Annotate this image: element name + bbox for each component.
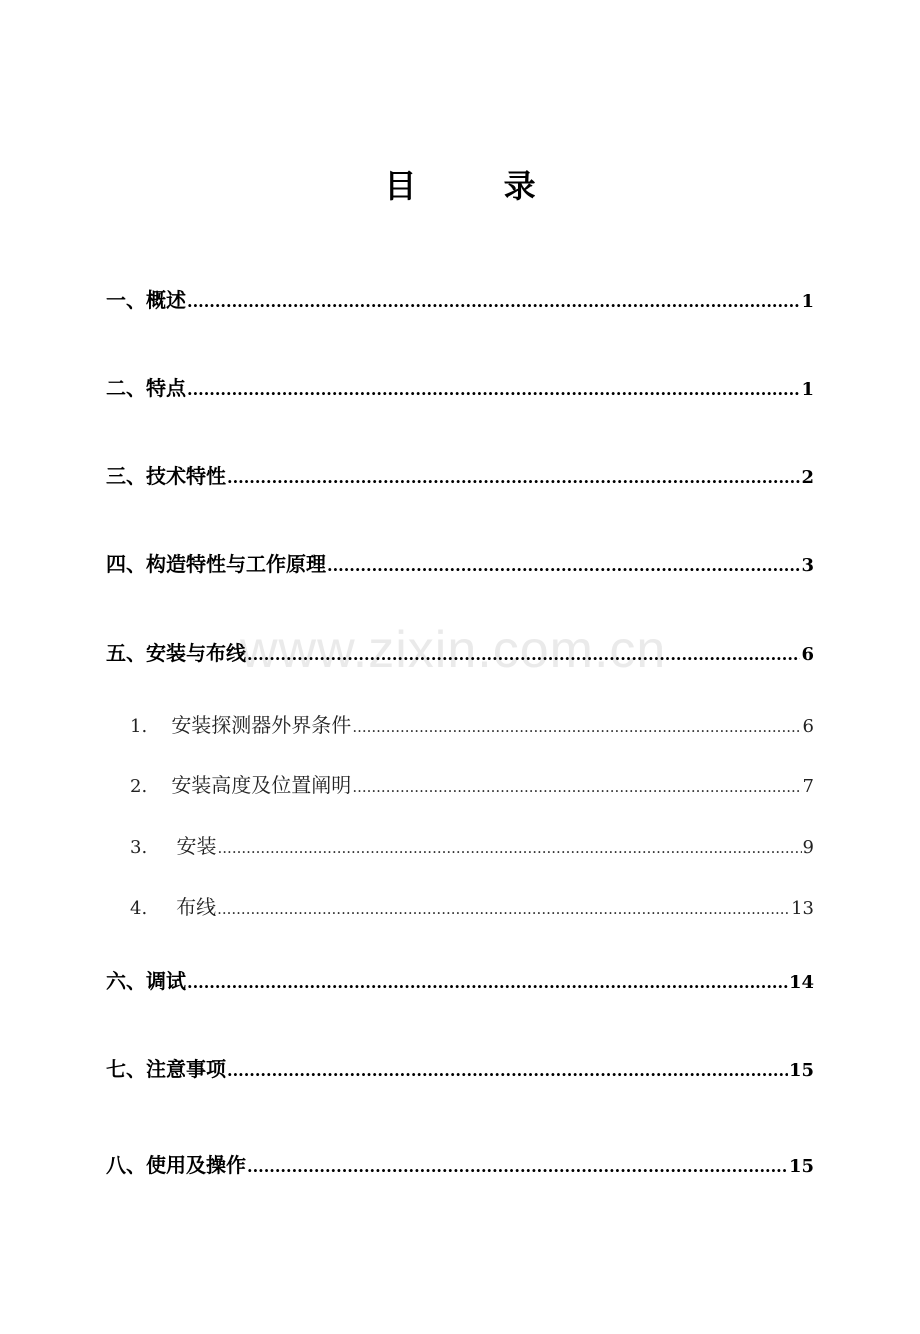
toc-subentry-label: 安装 [176,834,217,858]
toc-leader-dots [247,641,800,669]
toc-page-number: 14 [788,972,814,993]
toc-page-number: 3 [801,555,814,576]
toc-entry[interactable] [106,1151,814,1181]
toc-subentry[interactable] [106,832,814,862]
toc-subentry-number: 3. [130,837,148,858]
toc-leader-dots [352,773,801,801]
toc-leader-dots [187,288,800,316]
toc-entry[interactable] [106,550,814,580]
watermark: www.zixin.com.cn [240,621,667,679]
toc-entry-label: 六、调试 [106,969,186,993]
toc-subentry-number: 1. [130,716,148,737]
toc-entry-label: 三、技术特性 [106,464,226,488]
toc-entry-label: 二、特点 [106,376,186,400]
toc-page-number: 6 [802,716,814,737]
toc-leader-dots [227,464,800,492]
toc-entry[interactable] [106,639,814,669]
toc-entry[interactable] [106,1055,814,1085]
toc-page-number: 2 [801,467,814,488]
toc-leader-dots [218,834,802,862]
toc-leader-dots [327,552,800,580]
toc-entry[interactable] [106,462,814,492]
toc-page-number: 15 [788,1060,814,1081]
toc-entry-label: 七、注意事项 [106,1057,226,1081]
toc-page-number: 13 [791,898,814,919]
toc-subentry-label: 安装探测器外界条件 [171,713,352,737]
toc-entry-label: 一、概述 [106,288,186,312]
toc-subentry-number: 2. [130,776,148,797]
toc-entry-label: 八、使用及操作 [106,1153,246,1177]
toc-leader-dots [187,969,788,997]
toc-entry[interactable] [106,286,814,316]
toc-page-number: 1 [801,379,814,400]
toc-page-number: 7 [802,776,814,797]
toc-leader-dots [352,713,801,741]
toc-leader-dots [247,1153,788,1181]
toc-entry-label: 五、安装与布线 [106,641,246,665]
toc-entry[interactable] [106,374,814,404]
toc-subentry[interactable] [106,711,814,741]
toc-page-number: 9 [802,837,814,858]
toc-page-number: 1 [801,291,814,312]
toc-subentry-number: 4. [130,898,148,919]
toc-leader-dots [227,1057,788,1085]
toc-subentry-label: 布线 [176,895,217,919]
toc-subentry[interactable] [106,771,814,801]
toc-subentry-label: 安装高度及位置阐明 [171,773,352,797]
toc-entry-label: 四、构造特性与工作原理 [106,552,326,576]
toc-leader-dots [187,376,800,404]
toc-subentry[interactable] [106,893,814,923]
page-title: 目 录 [384,167,574,205]
toc-page-number: 6 [801,644,814,665]
toc-leader-dots [217,895,790,923]
toc-page-number: 15 [788,1156,814,1177]
toc-entry[interactable] [106,967,814,997]
